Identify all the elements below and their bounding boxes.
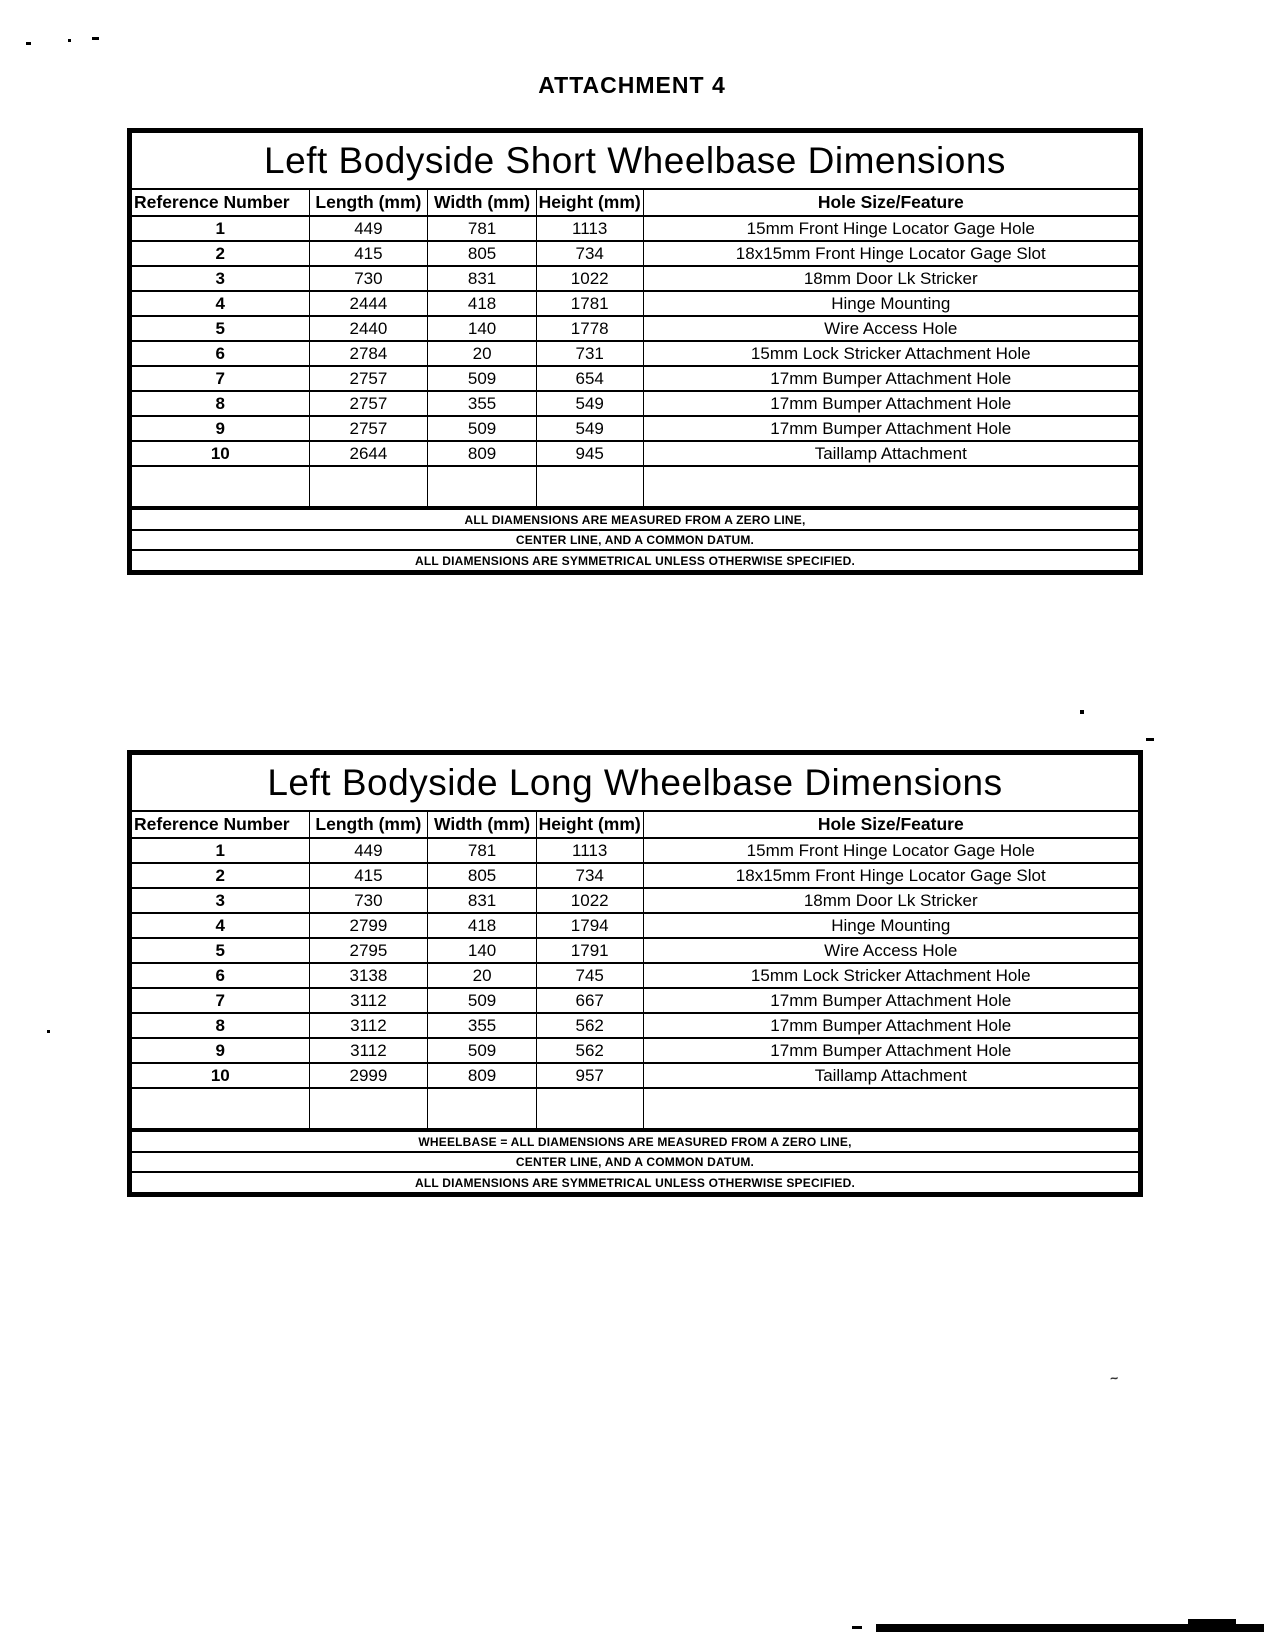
table-cell: 7 <box>132 366 309 391</box>
column-header: Reference Number <box>132 189 309 216</box>
table-cell: 2757 <box>309 391 428 416</box>
scan-speck <box>47 1030 50 1033</box>
table-cell: 781 <box>428 838 537 863</box>
table-cell: 15mm Front Hinge Locator Gage Hole <box>643 216 1138 241</box>
dimensions-table <box>132 188 1138 506</box>
table-cell: 509 <box>428 1038 537 1063</box>
table-cell: 6 <box>132 963 309 988</box>
scan-speck <box>92 37 99 40</box>
note-line: ALL DIAMENSIONS ARE SYMMETRICAL UNLESS OTHERWISE SPECIFIED. <box>132 1171 1138 1192</box>
table-row <box>132 938 1138 963</box>
table-cell: 5 <box>132 316 309 341</box>
table-cell: 509 <box>428 366 537 391</box>
table-cell: 1113 <box>536 216 643 241</box>
table-row <box>132 963 1138 988</box>
table-row <box>132 988 1138 1013</box>
table-cell: 18mm Door Lk Stricker <box>643 888 1138 913</box>
table-row <box>132 888 1138 913</box>
table-cell: 4 <box>132 291 309 316</box>
table-cell: 945 <box>536 441 643 466</box>
table-row <box>132 1013 1138 1038</box>
table-cell: 5 <box>132 938 309 963</box>
table-cell: 1022 <box>536 266 643 291</box>
table-cell: 509 <box>428 416 537 441</box>
table-cell: 831 <box>428 888 537 913</box>
table-cell: 1791 <box>536 938 643 963</box>
table-cell: 449 <box>309 216 428 241</box>
table-cell: 781 <box>428 216 537 241</box>
table-cell: 3112 <box>309 1038 428 1063</box>
table-cell: Hinge Mounting <box>643 913 1138 938</box>
table-cell: 415 <box>309 863 428 888</box>
table-cell: 1 <box>132 216 309 241</box>
table-cell: 17mm Bumper Attachment Hole <box>643 988 1138 1013</box>
table-notes <box>132 506 1138 570</box>
table-cell: 415 <box>309 241 428 266</box>
table-cell: Wire Access Hole <box>643 938 1138 963</box>
table-cell: 509 <box>428 988 537 1013</box>
table-cell: 1781 <box>536 291 643 316</box>
table-cell: 1794 <box>536 913 643 938</box>
table-cell: 15mm Lock Stricker Attachment Hole <box>643 341 1138 366</box>
table-cell: 418 <box>428 291 537 316</box>
table-row <box>132 1038 1138 1063</box>
table-cell: 9 <box>132 1038 309 1063</box>
table-cell: 3 <box>132 888 309 913</box>
table-cell: 2 <box>132 863 309 888</box>
column-header: Height (mm) <box>536 189 643 216</box>
table-cell: 17mm Bumper Attachment Hole <box>643 391 1138 416</box>
table-cell: 957 <box>536 1063 643 1088</box>
table-cell: 2 <box>132 241 309 266</box>
table-cell: 809 <box>428 1063 537 1088</box>
short-wheelbase-table <box>127 128 1143 575</box>
table-cell: Wire Access Hole <box>643 316 1138 341</box>
table-cell: 2757 <box>309 366 428 391</box>
table-cell: 3112 <box>309 988 428 1013</box>
table-cell: 15mm Lock Stricker Attachment Hole <box>643 963 1138 988</box>
column-header: Width (mm) <box>428 189 537 216</box>
table-cell: 734 <box>536 863 643 888</box>
table-cell: 1022 <box>536 888 643 913</box>
long-wheelbase-table <box>127 750 1143 1197</box>
table-cell: 730 <box>309 266 428 291</box>
table-cell: Taillamp Attachment <box>643 441 1138 466</box>
scan-speck <box>1146 738 1154 741</box>
note-line: ALL DIAMENSIONS ARE MEASURED FROM A ZERO LINE, <box>464 512 806 527</box>
column-header: Hole Size/Feature <box>643 189 1138 216</box>
table-cell: 745 <box>536 963 643 988</box>
table-cell: Taillamp Attachment <box>643 1063 1138 1088</box>
table-cell: 831 <box>428 266 537 291</box>
page-title: ATTACHMENT 4 <box>538 72 726 98</box>
table-cell: 562 <box>536 1038 643 1063</box>
table-cell: 10 <box>132 441 309 466</box>
note-line: CENTER LINE, AND A COMMON DATUM. <box>132 529 1138 550</box>
table-row <box>132 216 1138 241</box>
table-cell: 2757 <box>309 416 428 441</box>
table-cell: 140 <box>428 938 537 963</box>
table-cell: 2799 <box>309 913 428 938</box>
table-cell: 549 <box>536 416 643 441</box>
table-cell: 8 <box>132 391 309 416</box>
table-cell: 18x15mm Front Hinge Locator Gage Slot <box>643 863 1138 888</box>
table-row <box>132 316 1138 341</box>
table-cell: 4 <box>132 913 309 938</box>
table-row <box>132 838 1138 863</box>
table-cell: 805 <box>428 241 537 266</box>
table-cell: 6 <box>132 341 309 366</box>
column-header: Length (mm) <box>309 811 428 838</box>
column-header: Reference Number <box>132 811 309 838</box>
table-cell: 805 <box>428 863 537 888</box>
table-row <box>132 241 1138 266</box>
table-cell: 418 <box>428 913 537 938</box>
table-cell: 355 <box>428 1013 537 1038</box>
table-row <box>132 291 1138 316</box>
table-cell: 562 <box>536 1013 643 1038</box>
empty-row <box>132 466 1138 506</box>
table-cell: 549 <box>536 391 643 416</box>
table-cell: 7 <box>132 988 309 1013</box>
scan-speck <box>1080 710 1084 714</box>
column-header: Length (mm) <box>309 189 428 216</box>
table-row <box>132 391 1138 416</box>
scan-speck <box>68 39 71 42</box>
table-cell: 1778 <box>536 316 643 341</box>
table-cell: 17mm Bumper Attachment Hole <box>643 1038 1138 1063</box>
table-cell: 8 <box>132 1013 309 1038</box>
scan-squiggle: ~ <box>1108 1369 1120 1387</box>
table-cell: 2644 <box>309 441 428 466</box>
table-cell: 654 <box>536 366 643 391</box>
table-cell: 17mm Bumper Attachment Hole <box>643 1013 1138 1038</box>
table-cell: 3 <box>132 266 309 291</box>
table-row <box>132 913 1138 938</box>
table-cell: 20 <box>428 963 537 988</box>
table-cell: 17mm Bumper Attachment Hole <box>643 416 1138 441</box>
scan-artifact-dash <box>852 1626 862 1629</box>
table-cell: 17mm Bumper Attachment Hole <box>643 366 1138 391</box>
table-cell: 809 <box>428 441 537 466</box>
header-row <box>132 811 1138 838</box>
scan-artifact-bottom-bar <box>1188 1619 1236 1632</box>
table-row <box>132 416 1138 441</box>
column-header: Width (mm) <box>428 811 537 838</box>
table-cell: 1113 <box>536 838 643 863</box>
table-cell: 2784 <box>309 341 428 366</box>
table-title: Left Bodyside Short Wheelbase Dimensions <box>264 140 1006 181</box>
table-row <box>132 863 1138 888</box>
table-cell: 3112 <box>309 1013 428 1038</box>
table-cell: 2999 <box>309 1063 428 1088</box>
column-header: Hole Size/Feature <box>643 811 1138 838</box>
table-cell: 20 <box>428 341 537 366</box>
table-cell: 2440 <box>309 316 428 341</box>
table-row <box>132 441 1138 466</box>
note-line: ALL DIAMENSIONS ARE SYMMETRICAL UNLESS OTHERWISE SPECIFIED. <box>132 549 1138 570</box>
table-row <box>132 266 1138 291</box>
note-line: CENTER LINE, AND A COMMON DATUM. <box>132 1151 1138 1172</box>
table-notes <box>132 1128 1138 1192</box>
header-row <box>132 189 1138 216</box>
table-row <box>132 366 1138 391</box>
scan-speck <box>26 42 31 45</box>
table-cell: 3138 <box>309 963 428 988</box>
table-cell: 2795 <box>309 938 428 963</box>
table-cell: 734 <box>536 241 643 266</box>
table-cell: 18x15mm Front Hinge Locator Gage Slot <box>643 241 1138 266</box>
table-cell: 731 <box>536 341 643 366</box>
note-line: WHEELBASE = ALL DIAMENSIONS ARE MEASURED FROM A ZERO LINE, <box>418 1134 852 1149</box>
dimensions-table <box>132 810 1138 1128</box>
table-cell: 449 <box>309 838 428 863</box>
table-cell: 355 <box>428 391 537 416</box>
table-cell: 18mm Door Lk Stricker <box>643 266 1138 291</box>
table-cell: 667 <box>536 988 643 1013</box>
table-cell: 15mm Front Hinge Locator Gage Hole <box>643 838 1138 863</box>
table-cell: 2444 <box>309 291 428 316</box>
table-cell: 10 <box>132 1063 309 1088</box>
table-cell: 9 <box>132 416 309 441</box>
table-cell: Hinge Mounting <box>643 291 1138 316</box>
table-row <box>132 1063 1138 1088</box>
table-cell: 730 <box>309 888 428 913</box>
table-title: Left Bodyside Long Wheelbase Dimensions <box>267 762 1003 803</box>
empty-row <box>132 1088 1138 1128</box>
column-header: Height (mm) <box>536 811 643 838</box>
table-cell: 140 <box>428 316 537 341</box>
table-row <box>132 341 1138 366</box>
table-cell: 1 <box>132 838 309 863</box>
